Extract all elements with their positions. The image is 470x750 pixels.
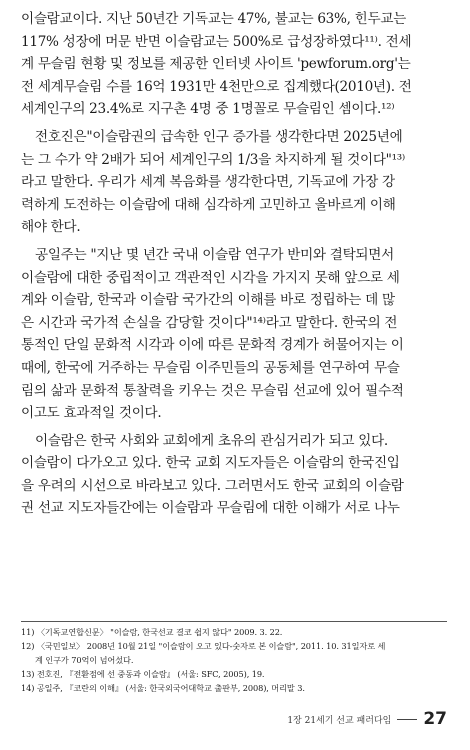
body-line: 이슬람이 다가오고 있다. 한국 교회 지도자들은 이슬람의 한국진입	[21, 455, 400, 472]
body-line: 세계인구의 23.4%로 지구촌 4명 중 1명꼴로 무슬림인 셈이다.¹²⁾	[21, 101, 395, 118]
body-line: 라고 말한다. 우리가 세계 복음화를 생각한다면, 기독교에 가장 강	[21, 174, 395, 191]
body-line: 전호진은"이슬람권의 급속한 인구 증가를 생각한다면 2025년에	[35, 128, 403, 145]
body-line: 권 선교 지도자들간에는 이슬람과 무슬림에 대한 이해가 서로 나누	[21, 500, 400, 517]
footnotes	[21, 621, 447, 695]
body-line: 이고도 효과적일 것이다.	[21, 405, 162, 422]
body-line: 이슬람은 한국 사회와 교회에게 초유의 관심거리가 되고 있다.	[35, 432, 388, 449]
body-line: 이슬람교이다. 지난 50년간 기독교는 47%, 불교는 63%, 힌두교는	[21, 11, 406, 27]
running-footer-section: 1장 21세기 선교 패러다임	[287, 715, 392, 726]
body-line: 림의 삶과 문화적 통찰력을 키우는 것은 무슬림 선교에 있어 필수적	[21, 382, 404, 399]
footnote-13: 13) 전호진, 『전환점에 선 중동과 이슬람』 (서울: SFC, 2005), 19.	[21, 669, 265, 679]
body-line: 해야 한다.	[21, 219, 81, 236]
body-line: 전 세계무슬림 수를 16억 1931만 4천만으로 집계했다(2010년). 전	[21, 78, 412, 95]
body-text	[21, 8, 447, 520]
body-line: 공일주는 "지난 몇 년간 국내 이슬람 연구가 반미와 결탁되면서	[35, 246, 394, 263]
body-line: 력하게 도전하는 이슬람에 대해 심각하게 고민하고 올바르게 이해	[21, 196, 396, 213]
page-number: 27	[423, 709, 447, 729]
body-line: 이슬람에 대한 중립적이고 객관적인 시각을 가지지 못해 앞으로 세	[21, 269, 400, 286]
footer-divider	[397, 719, 417, 720]
body-line: 통적인 단일 문화적 시각과 이에 따른 문화적 경계가 허물어지는 이	[21, 337, 404, 354]
body-line: 는 그 수가 약 2배가 되어 세계인구의 1/3을 차지하게 될 것이다"¹³⁾	[21, 151, 405, 168]
body-line: 을 우려의 시선으로 바라보고 있다. 그러면서도 한국 교회의 이슬람	[21, 477, 404, 494]
body-line: 117% 성장에 머문 반면 이슬람교는 500%로 급성장하였다¹¹⁾. 전세	[21, 33, 412, 50]
body-line: 계 무슬림 현황 및 정보를 제공한 인터넷 사이트 'pewforum.org'는	[21, 56, 411, 73]
footnote-12: 12) 〈국민일보〉 2008년 10월 21일 "이슬람이 오고 있다-숫자로 본 이슬람", 2011. 10. 31일자로 세	[21, 641, 386, 651]
body-line: 계와 이슬람, 한국과 이슬람 국가간의 이해를 바로 정립하는 데 많	[21, 292, 395, 309]
body-line: 때에, 한국에 거주하는 무슬림 이주민들의 공동체를 연구하여 무슬	[21, 359, 400, 376]
footnote-12-continued: 계 인구가 70억이 넘어섰다.	[35, 655, 134, 665]
footnote-14: 14) 공일주, 『코란의 이해』 (서울: 한국외국어대학교 출판부, 2008), 머리말 3.	[21, 683, 305, 693]
footnote-11: 11) 〈기독교연합신문〉 "이슬람, 한국선교 결코 쉽지 않다" 2009. 3. 22.	[21, 627, 283, 637]
body-line: 은 시간과 국가적 손실을 감당할 것이다"¹⁴⁾라고 말한다. 한국의 전	[21, 314, 398, 331]
page-footer	[287, 707, 447, 731]
